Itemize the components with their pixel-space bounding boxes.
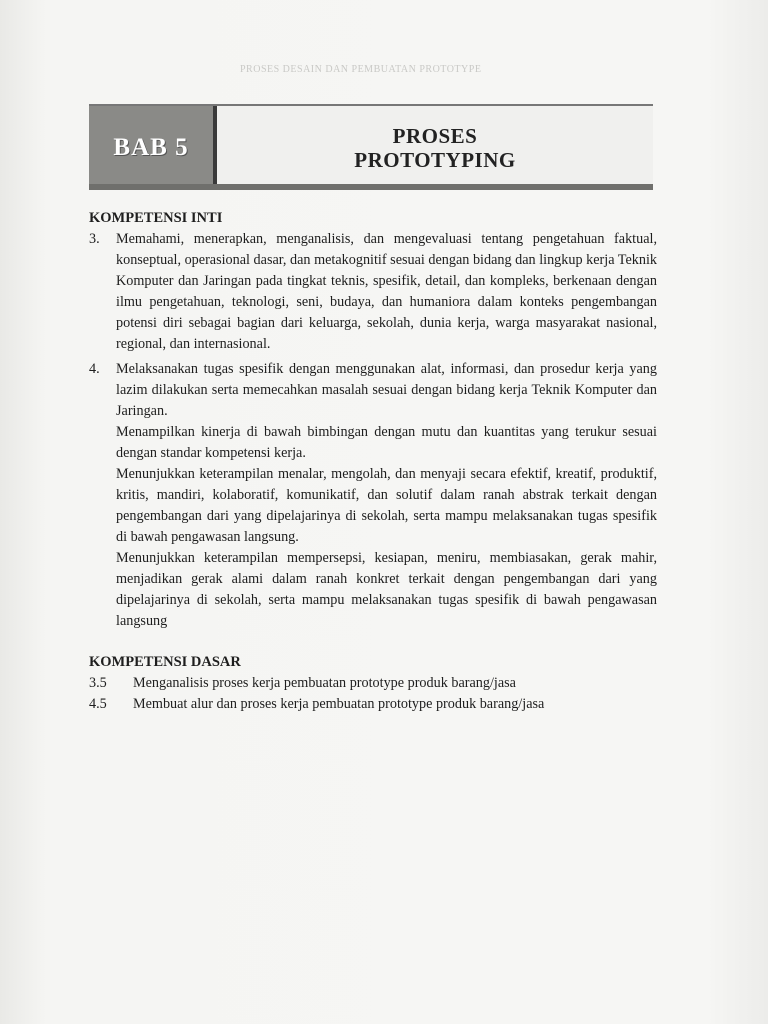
kd-text: Membuat alur dan proses kerja pembuatan prototype produk barang/jasa (133, 696, 545, 712)
kd-text: Menganalisis proses kerja pembuatan prototype produk barang/jasa (133, 675, 516, 691)
kompetensi-inti-item-3 (89, 229, 657, 355)
kompetensi-dasar-item (89, 673, 657, 694)
kompetensi-dasar-item (89, 694, 657, 715)
item-number: 4. (89, 361, 100, 377)
item-paragraph: Memahami, menerapkan, menganalisis, dan mengevaluasi tentang pengetahuan faktual, konseptual, operasional dasar, dan metakognitif sesuai dengan bidang dan lingkup kerja Teknik Komputer dan Jaringan pada tingkat teknis, spesifik, detail, dan kompleks, berkenaan dengan ilmu pengetahuan, teknologi, seni, budaya, dan humaniora dalam konteks pengembangan potensi diri sebagai bagian dari keluarga, sekolah, dunia kerja, warga masyarakat nasional, regional, dan internasional. (116, 231, 657, 352)
item-body (116, 359, 657, 632)
item-paragraph: Melaksanakan tugas spesifik dengan menggunakan alat, informasi, dan prosedur kerja yang lazim dilakukan serta memecahkan masalah sesuai dengan bidang kerja Teknik Komputer dan Jaringan. (116, 361, 657, 419)
item-paragraph: Menunjukkan keterampilan mempersepsi, kesiapan, meniru, membiasakan, gerak mahir, menjadikan gerak alami dalam ranah konkret terkait dengan pengembangan dari yang dipelajarinya di sekolah, serta mampu melaksanakan tugas spesifik di bawah pengawasan langsung (116, 550, 657, 629)
running-header: PROSES DESAIN DAN PEMBUATAN PROTOTYPE (240, 64, 482, 75)
banner-bottom-rule (89, 184, 653, 190)
chapter-banner (89, 104, 653, 190)
item-number: 3. (89, 231, 100, 247)
kompetensi-dasar-heading: KOMPETENSI DASAR (89, 654, 241, 670)
kd-code: 3.5 (89, 675, 107, 691)
chapter-title (217, 106, 653, 190)
chapter-title-line2: PROTOTYPING (354, 148, 516, 172)
page-content (89, 208, 657, 715)
item-paragraph: Menunjukkan keterampilan menalar, mengolah, dan menyaji secara efektif, kreatif, produktif, kritis, mandiri, kolaboratif, komunikatif, dan solutif dalam ranah abstrak terkait dengan pengembangan dari yang dipelajarinya di sekolah, serta mampu melaksanakan tugas spesifik di bawah pengawasan langsung. (116, 466, 657, 545)
chapter-title-line1: PROSES (392, 124, 478, 148)
kompetensi-inti-item-4 (89, 359, 657, 632)
kd-code: 4.5 (89, 696, 107, 712)
kompetensi-inti-heading: KOMPETENSI INTI (89, 210, 223, 226)
chapter-tag: BAB 5 (89, 106, 213, 190)
item-paragraph: Menampilkan kinerja di bawah bimbingan dengan mutu dan kuantitas yang terukur sesuai dengan standar kompetensi kerja. (116, 424, 657, 461)
item-body (116, 229, 657, 355)
